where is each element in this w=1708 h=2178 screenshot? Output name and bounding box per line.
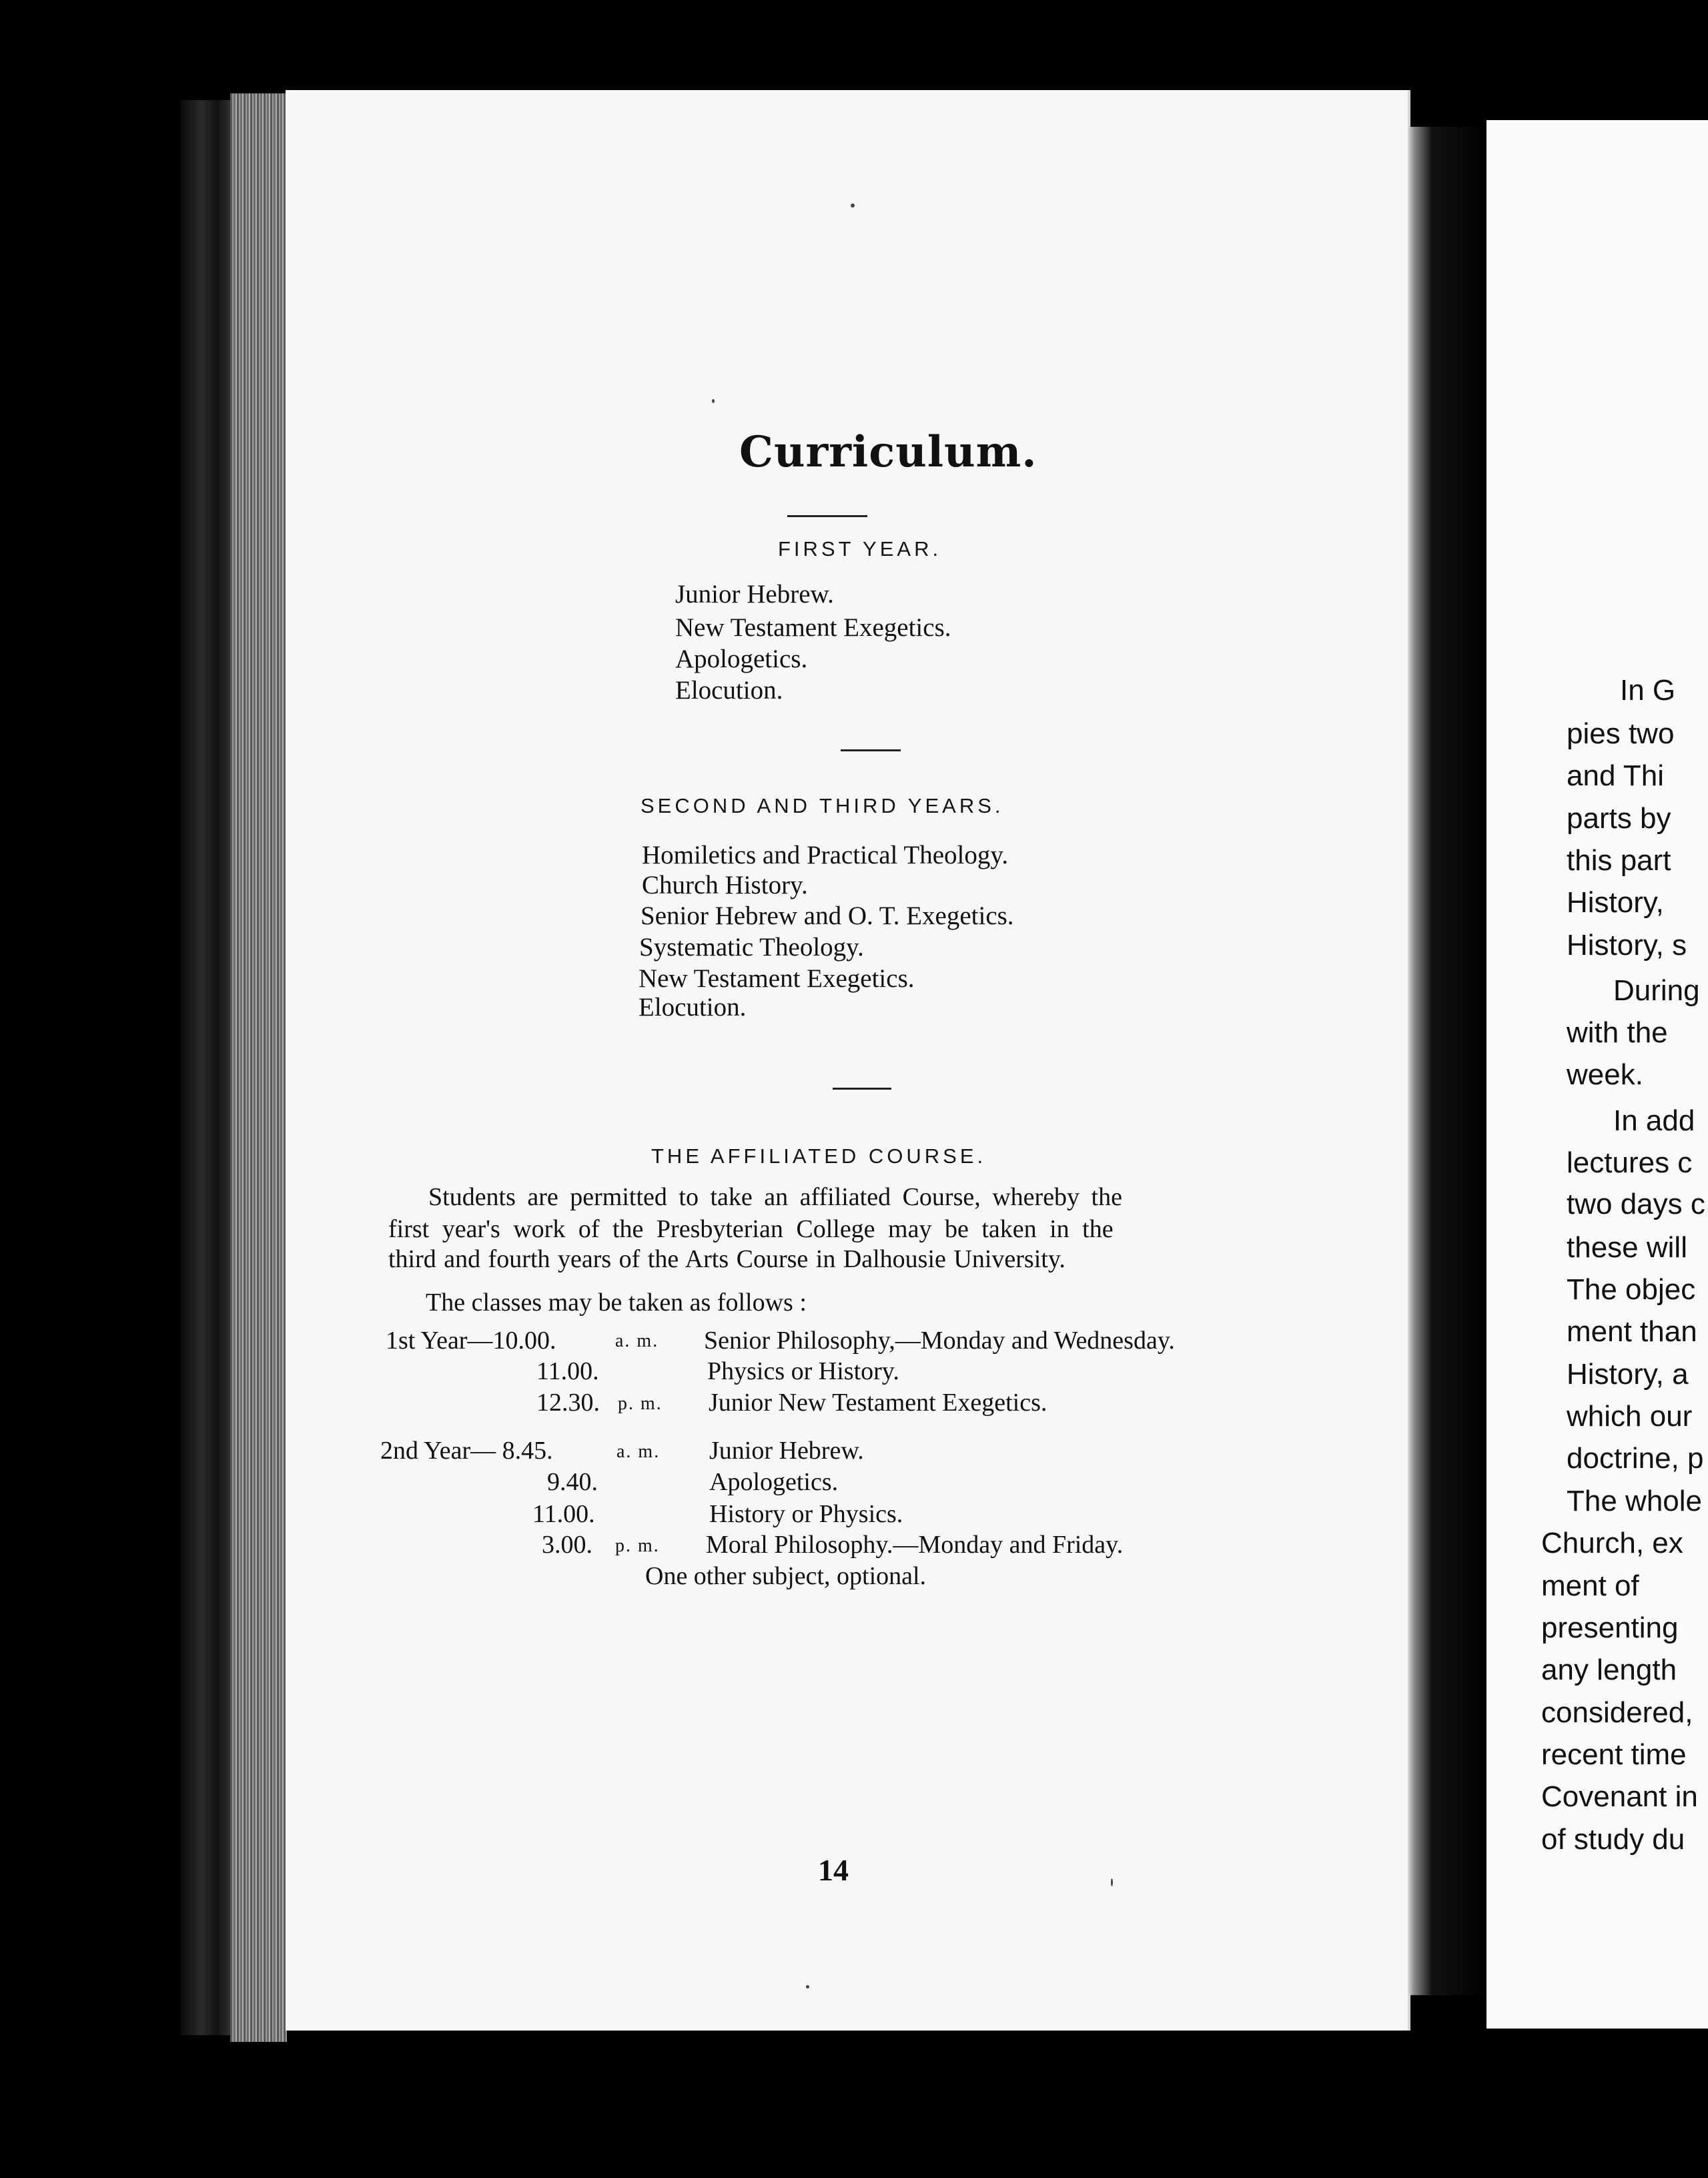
time: 8.45. — [502, 1437, 553, 1465]
subject: History or Physics. — [709, 1500, 903, 1528]
time: 11.00. — [532, 1500, 595, 1528]
text-line: and Thi — [1567, 759, 1664, 792]
paragraph-line: third and fourth years of the Arts Course in Dalhousie University. — [388, 1245, 1065, 1273]
text-line: doctrine, p — [1567, 1442, 1704, 1475]
ampm: a. m. — [615, 1331, 659, 1351]
first-year-title: FIRST YEAR. — [778, 537, 942, 561]
second-third-title: SECOND AND THIRD YEARS. — [640, 794, 1004, 817]
section-divider — [833, 1088, 891, 1090]
left-page — [286, 90, 1410, 2031]
schedule-note: One other subject, optional. — [645, 1562, 927, 1590]
list-item: Church History. — [642, 871, 808, 899]
scan-speck — [712, 399, 715, 403]
scan-speck — [1111, 1878, 1113, 1886]
time: 10.00. — [492, 1327, 556, 1355]
text-line: week. — [1567, 1058, 1643, 1091]
time: 9.40. — [547, 1468, 598, 1496]
text-line: In G — [1620, 674, 1676, 707]
list-item: Apologetics. — [675, 645, 808, 673]
table-row — [386, 1328, 556, 1353]
text-line: History, a — [1567, 1358, 1689, 1391]
list-item: Elocution. — [675, 676, 783, 705]
subject: Physics or History. — [707, 1357, 899, 1385]
affiliated-title: THE AFFILIATED COURSE. — [651, 1144, 987, 1168]
paragraph-line: first year's work of the Presbyterian College may be taken in the — [388, 1215, 1114, 1243]
section-divider — [841, 749, 901, 751]
page-heading: Curriculum. — [739, 427, 1037, 477]
scan-speck — [806, 1985, 809, 1988]
text-line: lectures c — [1567, 1146, 1693, 1179]
dash: — — [467, 1327, 493, 1355]
scan-speck — [851, 204, 855, 208]
time: 12.30. — [536, 1389, 600, 1417]
time: 11.00. — [536, 1357, 599, 1385]
subject: Junior New Testament Exegetics. — [709, 1389, 1047, 1417]
text-line: During — [1613, 974, 1700, 1007]
year-label: 2nd Year — [380, 1437, 471, 1465]
text-line: parts by — [1567, 802, 1671, 835]
text-line: ment of — [1541, 1569, 1639, 1602]
paragraph-line: Students are permitted to take an affiliated Course, whereby the — [428, 1183, 1122, 1211]
table-row — [380, 1438, 553, 1463]
ampm: a. m. — [616, 1441, 661, 1462]
text-line: any length — [1541, 1654, 1677, 1686]
list-item: Elocution. — [638, 993, 747, 1022]
text-line: these will — [1567, 1231, 1687, 1264]
page-number: 14 — [818, 1853, 849, 1887]
text-line: this part — [1567, 844, 1671, 877]
text-line: of study du — [1541, 1823, 1685, 1856]
text-line: History, s — [1567, 929, 1687, 962]
year-label: 1st Year — [386, 1327, 468, 1355]
text-line: In add — [1613, 1104, 1695, 1137]
list-item: Systematic Theology. — [639, 933, 864, 962]
text-line: pies two — [1567, 717, 1675, 750]
heading-rule — [787, 515, 867, 517]
subject: Moral Philosophy.—Monday and Friday. — [706, 1531, 1124, 1559]
text-line: considered, — [1541, 1696, 1693, 1729]
dash: — — [470, 1437, 502, 1465]
time: 3.00. — [542, 1531, 592, 1559]
subject: Senior Philosophy,—Monday and Wednesday. — [704, 1327, 1175, 1355]
book-binding-edge — [180, 100, 234, 2035]
text-line: The objec — [1567, 1273, 1696, 1306]
subject: Junior Hebrew. — [709, 1437, 864, 1465]
text-line: recent time — [1541, 1738, 1687, 1771]
text-line: two days c — [1567, 1188, 1705, 1220]
page-stack-edge — [230, 93, 287, 2042]
text-line: ment than — [1567, 1315, 1697, 1348]
list-item: Homiletics and Practical Theology. — [642, 841, 1009, 869]
text-line: Covenant in — [1541, 1780, 1698, 1813]
book-gutter — [1408, 127, 1488, 1995]
right-page — [1486, 120, 1708, 2029]
text-line: Church, ex — [1541, 1527, 1683, 1559]
text-line: presenting — [1541, 1611, 1679, 1644]
text-line: History, — [1567, 886, 1664, 919]
text-line: The whole — [1567, 1485, 1703, 1517]
list-item: New Testament Exegetics. — [638, 964, 915, 993]
list-item: Senior Hebrew and O. T. Exegetics. — [640, 901, 1014, 930]
subject: Apologetics. — [709, 1468, 839, 1496]
list-item: Junior Hebrew. — [675, 580, 834, 609]
paragraph-line: The classes may be taken as follows : — [426, 1289, 807, 1317]
list-item: New Testament Exegetics. — [675, 613, 951, 642]
text-line: which our — [1567, 1400, 1693, 1433]
text-line: with the — [1567, 1016, 1668, 1049]
ampm: p. m. — [615, 1535, 660, 1556]
ampm: p. m. — [618, 1393, 663, 1414]
